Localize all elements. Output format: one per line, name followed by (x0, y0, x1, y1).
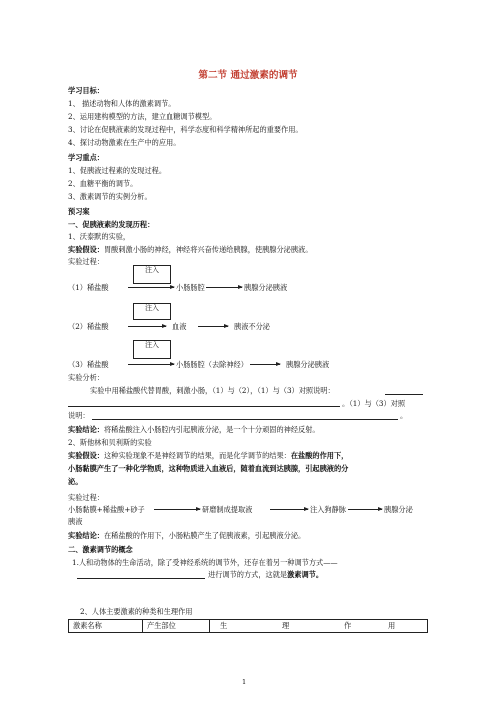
hormone-table (68, 619, 428, 633)
keypoints-heading: 学习重点： (68, 153, 104, 162)
hypothesis2-bold: 在盐酸的作用下， (290, 451, 349, 460)
arrow-icon (206, 287, 242, 288)
conclusion-label: 实验结论： (68, 425, 104, 434)
section2-text-bold: 激素调节。 (287, 570, 324, 579)
preview-heading: 预习案 (68, 207, 90, 216)
diagram-step: （2）稀盐酸 (68, 322, 109, 331)
keypoint-item: 2、血糖平衡的调节。 (68, 179, 138, 188)
diagram-step: 研磨制成提取液 (202, 505, 253, 514)
diagram-step: 胰腺分泌胰液 (244, 283, 288, 292)
arrow-icon (250, 364, 280, 365)
table-header-cell: 激素名称 (69, 620, 143, 633)
table-header-text: 生 (220, 621, 228, 630)
blank-line[interactable] (92, 419, 398, 420)
hypothesis-label: 实验假设： (68, 245, 104, 254)
conclusion-text: 将稀盐酸注入小肠腔内引起胰液分泌，是一个十分顽固的神经反射。 (103, 425, 320, 434)
process2-label: 实验过程： (68, 493, 104, 502)
hypothesis2-bold-line: 泌。 (68, 477, 83, 486)
goal-item: 3、讨论在促胰液素的发现过程中，科学态度和科学精神所起的重要作用。 (68, 125, 303, 134)
arrow-icon (128, 364, 174, 365)
hypothesis2-bold-line: 小肠黏膜产生了一种化学物质，这种物质进入血液后，随着血流到达胰腺，引起胰液的分 (68, 464, 349, 473)
goal-item: 4、探讨动物激素在生产中的应用。 (68, 138, 181, 147)
conclusion-line (68, 425, 320, 434)
diagram-step: 小肠肠腔（去除神经） (176, 360, 248, 369)
section2-text-mid: 进行调节的方式，这就是 (208, 570, 288, 579)
conclusion2-label: 实验结论： (68, 531, 104, 540)
process-label: 实验过程： (68, 257, 104, 266)
diagram-step: 胰腺分泌 (384, 505, 413, 514)
table-header-row (69, 620, 428, 633)
goal-item: 2、运用建构模型的方法，建立血糖调节模型。 (68, 112, 217, 121)
conclusion2-line (68, 531, 305, 540)
arrow-icon (198, 326, 228, 327)
table-header-text: 理 (282, 621, 290, 630)
keypoint-item: 3、激素调节的实例分析。 (68, 192, 152, 201)
arrow-icon (154, 509, 200, 510)
diagram-step: 胰液 (68, 517, 83, 526)
diagram-step: 血液 (172, 322, 187, 331)
page-number: 1 (242, 678, 247, 686)
blank-line[interactable] (77, 578, 205, 579)
section2-text (208, 570, 323, 579)
arrow-icon (128, 287, 174, 288)
diagram-step: （1）稀盐酸 (68, 283, 109, 292)
blank-line[interactable] (385, 394, 423, 395)
section2-text: 2、人体主要激素的种类和生理作用 (80, 607, 193, 616)
section2-heading: 二、激素调节的概念 (68, 545, 133, 554)
hypothesis-text: 胃酸刺激小肠的神经，神经将兴奋传递给胰腺，使胰腺分泌胰液。 (103, 245, 313, 254)
analysis-text: 。（1）与（3）对照 (342, 399, 406, 408)
diagram-step: 小肠肠腔 (176, 283, 205, 292)
analysis-text: 。 (400, 411, 408, 420)
diagram-step: 胰液不分泌 (234, 322, 270, 331)
hypothesis2-text: 这种实验现象不是神经调节的结果，而是化学调节的结果： (103, 451, 291, 460)
inject-box: 注入 (133, 340, 171, 359)
arrow-icon (270, 509, 308, 510)
diagram-step: 小肠黏膜+稀盐酸+砂子 (68, 505, 145, 514)
hypothesis-line (68, 245, 312, 254)
analysis-label: 实验分析： (68, 373, 104, 382)
diagram-step: 注入狗静脉 (310, 505, 346, 514)
table-header-text: 用 (388, 621, 396, 630)
arrow-icon (348, 509, 382, 510)
page-title: 第二节 通过激素的调节 (198, 70, 298, 81)
diagram-step: （3）稀盐酸 (68, 360, 109, 369)
table-header-text: 作 (344, 621, 352, 630)
inject-box: 注入 (133, 303, 171, 320)
hypothesis2-label: 实验假设： (68, 451, 104, 460)
section2-text: 1.人和动物体的生命活动，除了受神经系统的调节外，还存在着另一种调节方式—— (72, 558, 338, 567)
section1-heading: 一、促胰液素的发现历程： (68, 220, 155, 229)
blank-line[interactable] (68, 406, 340, 407)
table-header-cell (210, 620, 428, 633)
goals-heading: 学习目标： (68, 86, 104, 95)
inject-box: 注入 (133, 265, 171, 284)
hypothesis2-line (68, 451, 348, 460)
table-header-cell: 产生部位 (143, 620, 210, 633)
experiment2-title: 2、斯他林和贝利斯的实验 (68, 438, 152, 447)
goal-item: 1、 描述动物和人体的激素调节。 (68, 99, 176, 108)
analysis-text: 实验中用稀盐酸代替胃酸，刺激小肠，（1）与（2），（1）与（3）对照说明： (90, 386, 335, 395)
experiment1-title: 1、沃泰默的实验， (68, 232, 131, 241)
analysis-text: 说明： (68, 411, 90, 420)
conclusion2-text: 在稀盐酸的作用下，小肠粘膜产生了促胰液素，引起胰液分泌。 (103, 531, 306, 540)
arrow-icon (128, 326, 166, 327)
keypoint-item: 1、促胰液过程素的发现过程。 (68, 166, 167, 175)
diagram-step: 胰腺分泌胰液 (286, 360, 330, 369)
